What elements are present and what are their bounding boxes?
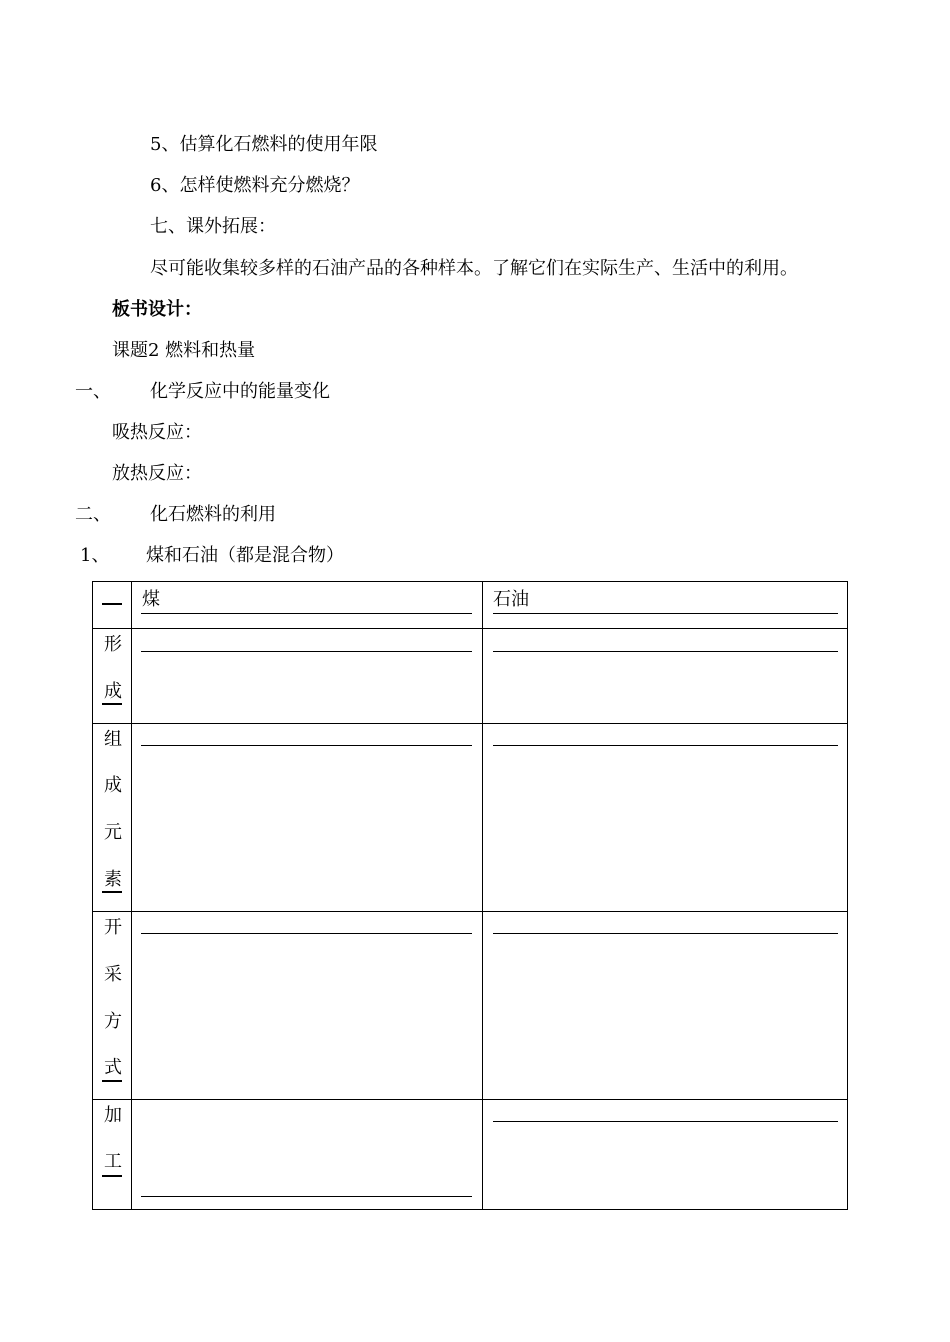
row-label-char: 成	[104, 681, 122, 702]
answer-blank	[493, 745, 838, 746]
row-divider	[93, 911, 847, 912]
row-divider	[93, 1099, 847, 1100]
lesson-title: 课题2 燃料和热量	[112, 340, 256, 361]
row-label-char: 组	[104, 729, 122, 750]
row-label-underline	[102, 703, 122, 705]
endothermic-label: 吸热反应：	[112, 422, 202, 443]
answer-blank	[493, 933, 838, 934]
row-label-underline	[102, 891, 122, 893]
outline-2-text: 化石燃料的利用	[150, 504, 276, 525]
row-divider	[93, 628, 847, 629]
answer-blank	[493, 1121, 838, 1122]
item-6: 6、怎样使燃料充分燃烧？	[150, 175, 360, 196]
row-divider	[93, 723, 847, 724]
col-divider	[482, 582, 483, 1209]
row-label-underline	[102, 1080, 122, 1082]
header-coal: 煤	[142, 589, 160, 610]
item-5: 5、估算化石燃料的使用年限	[150, 134, 378, 155]
answer-blank	[493, 613, 838, 614]
sub-1-number: 1、	[80, 545, 110, 566]
row-label-underline	[102, 1175, 122, 1177]
exothermic-label: 放热反应：	[112, 463, 202, 484]
row-label-char: 采	[104, 964, 122, 985]
row-label-char: 开	[104, 917, 122, 938]
outline-2-number: 二、	[75, 504, 111, 525]
row-label-char: 方	[104, 1011, 122, 1032]
board-design-heading: 板书设计：	[112, 299, 202, 320]
row-label-char: 元	[104, 822, 122, 843]
col-divider	[131, 582, 132, 1209]
outline-1-number: 一、	[75, 381, 111, 402]
sub-1-text: 煤和石油（都是混合物）	[146, 545, 344, 566]
row-label-char: 工	[104, 1151, 122, 1172]
answer-blank	[141, 933, 472, 934]
answer-blank	[141, 613, 472, 614]
answer-blank	[141, 1196, 472, 1197]
header-corner-dash	[102, 603, 122, 605]
answer-blank	[141, 651, 472, 652]
header-oil: 石油	[493, 589, 529, 610]
row-label-char: 素	[104, 869, 122, 890]
section-7-heading: 七、课外拓展：	[150, 216, 276, 237]
outline-1-text: 化学反应中的能量变化	[150, 381, 330, 402]
coal-oil-table	[92, 581, 848, 1210]
row-label-char: 加	[104, 1105, 122, 1126]
row-label-char: 成	[104, 775, 122, 796]
answer-blank	[493, 651, 838, 652]
extension-paragraph: 尽可能收集较多样的石油产品的各种样本。了解它们在实际生产、生活中的利用。	[150, 258, 798, 279]
row-label-char: 式	[104, 1057, 122, 1078]
answer-blank	[141, 745, 472, 746]
row-label-char: 形	[104, 634, 122, 655]
